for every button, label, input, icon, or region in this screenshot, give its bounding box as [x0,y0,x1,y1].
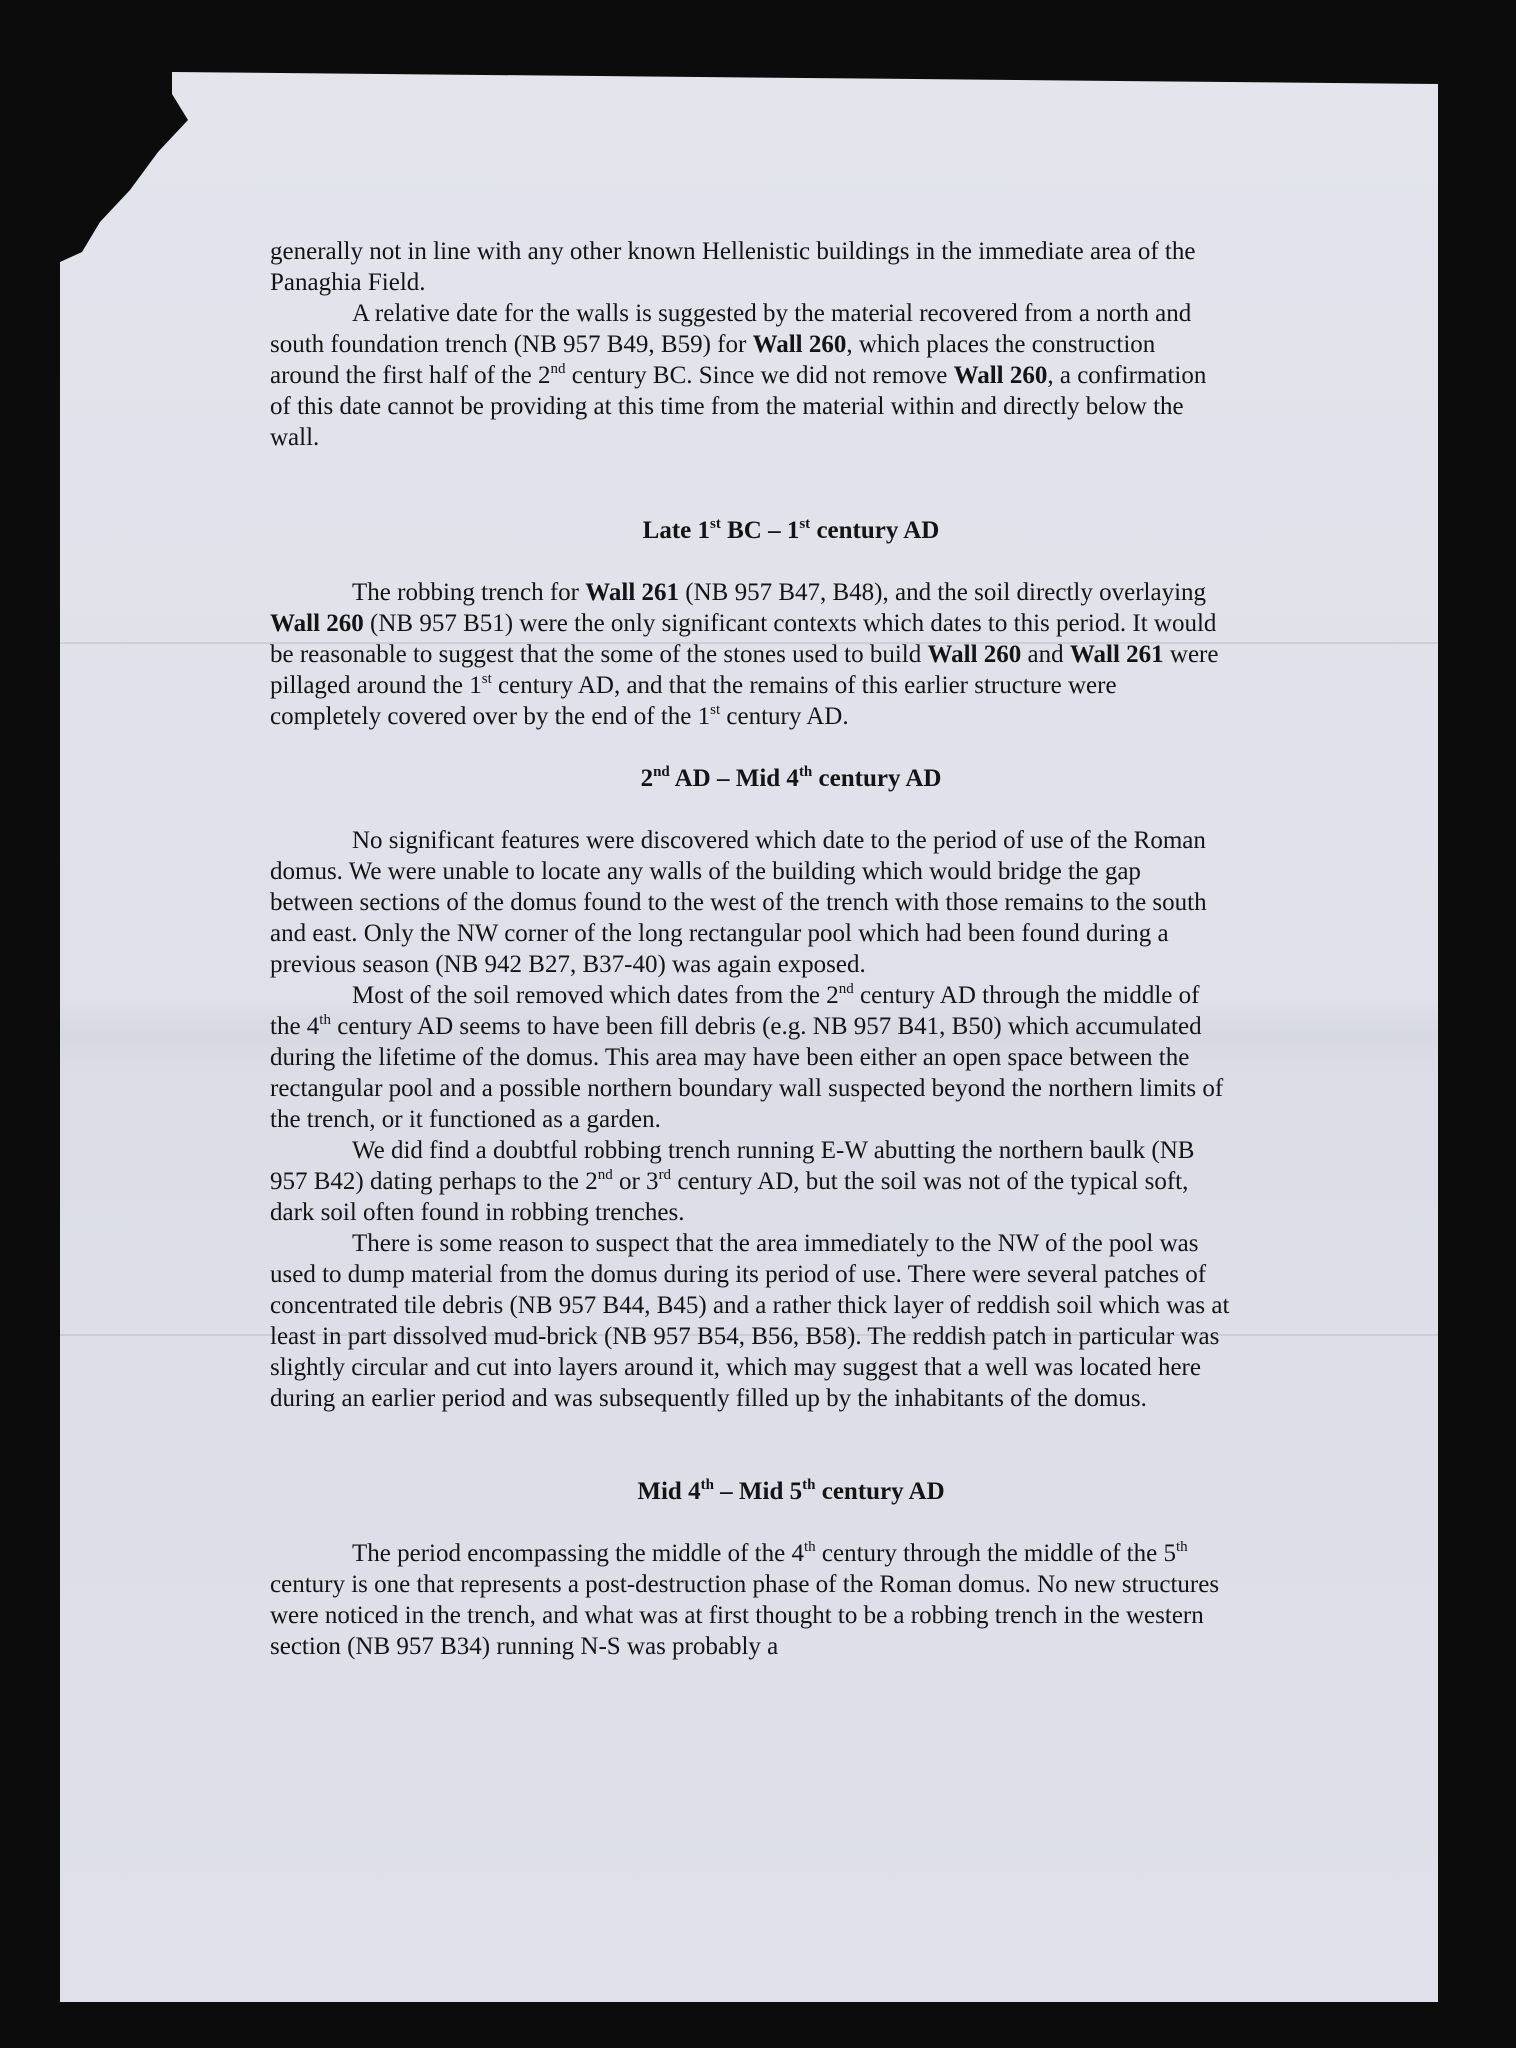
section-heading-2nd-ad: 2nd AD – Mid 4th century AD [640,764,942,792]
paragraph-robbing-trench: The robbing trench for Wall 261 (NB 957 B47, B48), and the soil directly overlaying Wall 260 (NB 957 B51) were the only significant contexts which dates to this period. It would be reasonable to suggest that the some of the stones used to build Wall 260 and Wall 261 were pillaged around the 1st century AD, and that the remains of this earlier structure were completely covered over by the end of the 1st century AD. [270,579,1219,730]
section-heading-mid-4th: Mid 4th – Mid 5th century AD [637,1477,945,1505]
paragraph-intro: generally not in line with any other known Hellenistic buildings in the immediate area of the Panaghia Field. [270,238,1196,296]
paragraph-dump-material: There is some reason to suspect that the area immediately to the NW of the pool was used to dump material from the domus during its period of use. There were several patches of concentrated tile debris (NB 957 B44, B45) and a rather thick layer of reddish soil which was at least in part dissolved mud-brick (NB 957 B54, B56, B58). The reddish patch in particular was slightly circular and cut into layers around it, which may suggest that a well was located here during an earlier period and was subsequently filled up by the inhabitants of the domus. [270,1230,1230,1412]
document-body [270,236,1230,1662]
paragraph-fill-debris: Most of the soil removed which dates from the 2nd century AD through the middle of the 4th century AD seems to have been fill debris (e.g. NB 957 B41, B50) which accumulated during the lifetime of the domus. This area may have been either an open space between the rectangular pool and a possible northern boundary wall suspected beyond the northern limits of the trench, or it functioned as a garden. [270,981,1224,1133]
section-heading-late-1st-bc: Late 1st BC – 1st century AD [642,516,940,544]
paragraph-no-features: No significant features were discovered which date to the period of use of the Roman domus. We were unable to locate any walls of the building which would bridge the gap between sections of the domus found to the west of the trench with those remains to the south and east. Only the NW corner of the long rectangular pool which had been found during a previous season (NB 942 B27, B37-40) was again exposed. [270,827,1207,978]
paragraph-post-destruction: The period encompassing the middle of the 4th century through the middle of the 5th century is one that represents a post-destruction phase of the Roman domus. No new structures were noticed in the trench, and what was at first thought to be a robbing trench in the western section (NB 957 B34) running N-S was probably a [270,1539,1220,1660]
paragraph-doubtful-trench: We did find a doubtful robbing trench running E-W abutting the northern baulk (NB 957 B42) dating perhaps to the 2nd or 3rd century AD, but the soil was not of the typical soft, dark soil often found in robbing trenches. [270,1137,1195,1226]
paragraph-relative-date: A relative date for the walls is suggested by the material recovered from a north and south foundation trench (NB 957 B49, B59) for Wall 260, which places the construction around the first half of the 2nd century BC. Since we did not remove Wall 260, a confirmation of this date cannot be providing at this time from the material within and directly below the wall. [270,300,1207,451]
